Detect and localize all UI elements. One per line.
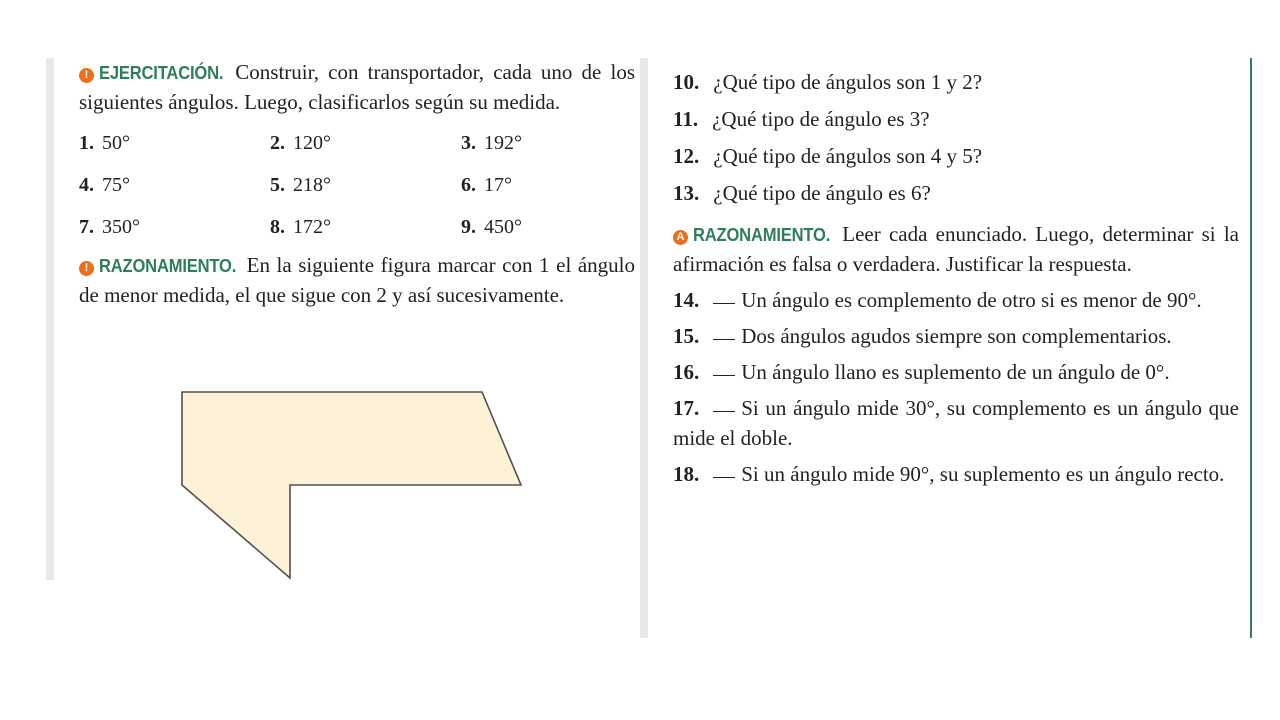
item-number: 7. (79, 216, 94, 238)
statement-text: Dos ángulos agudos siempre son complementarios. (741, 324, 1172, 348)
statement-item (673, 357, 1239, 387)
answer-blank[interactable] (713, 477, 735, 478)
question-text: ¿Qué tipo de ángulo es 6? (713, 181, 931, 205)
exercise-razonamiento-figure (79, 251, 635, 310)
item-number: 10. (673, 70, 700, 94)
answer-blank[interactable] (713, 375, 735, 376)
angle-item (461, 129, 635, 171)
item-number: 11. (673, 107, 699, 131)
statement-item (673, 285, 1239, 315)
angles-list (79, 129, 635, 255)
answer-blank[interactable] (713, 339, 735, 340)
exercise-instructions: En la siguiente figura marcar con 1 el ángulo de menor medida, el que sigue con 2 y así sucesivamente. (79, 253, 635, 307)
question-item (673, 142, 1239, 171)
right-column (673, 68, 1239, 495)
answer-blank[interactable] (713, 411, 735, 412)
left-column (79, 58, 635, 310)
statement-item (673, 393, 1239, 453)
question-item (673, 105, 1239, 134)
angle-item (461, 171, 635, 213)
statement-text: Si un ángulo mide 90°, su suplemento es un ángulo recto. (741, 462, 1225, 486)
angle-value: 218° (293, 174, 331, 196)
exercise-heading: RAZONAMIENTO. (693, 225, 831, 245)
item-number: 4. (79, 174, 94, 196)
question-text: ¿Qué tipo de ángulos son 4 y 5? (713, 144, 983, 168)
statement-item (673, 321, 1239, 351)
angle-value: 350° (102, 216, 140, 238)
item-number: 17. (673, 396, 700, 420)
question-item (673, 68, 1239, 97)
exercise-instructions: Construir, con transportador, cada uno de los siguientes ángulos. Luego, clasificarlos según su medida. (79, 60, 635, 114)
exercise-razonamiento-statements (673, 220, 1239, 279)
angle-item (79, 171, 270, 213)
angle-item (270, 213, 461, 255)
item-number: 16. (673, 360, 700, 384)
angle-value: 120° (293, 132, 331, 154)
item-number: 18. (673, 462, 700, 486)
angle-value: 50° (102, 132, 130, 154)
angle-value: 75° (102, 174, 130, 196)
exercise-instructions: Leer cada enunciado. Luego, determinar si la afirmación es falsa o verdadera. Justificar la respuesta. (673, 222, 1239, 276)
exercise-heading: RAZONAMIENTO. (99, 256, 237, 276)
angle-value: 17° (484, 174, 512, 196)
angle-item (79, 129, 270, 171)
statement-text: Un ángulo llano es suplemento de un ángulo de 0°. (741, 360, 1170, 384)
question-text: ¿Qué tipo de ángulos son 1 y 2? (713, 70, 983, 94)
polygon-shape (182, 392, 521, 578)
item-number: 13. (673, 181, 700, 205)
angle-value: 450° (484, 216, 522, 238)
item-number: 6. (461, 174, 476, 196)
angle-item (270, 171, 461, 213)
statement-item (673, 459, 1239, 489)
item-number: 12. (673, 144, 700, 168)
item-number: 3. (461, 132, 476, 154)
item-number: 1. (79, 132, 94, 154)
angle-value: 172° (293, 216, 331, 238)
statement-text: Un ángulo es complemento de otro si es menor de 90°. (741, 288, 1202, 312)
question-text: ¿Qué tipo de ángulo es 3? (712, 107, 930, 131)
item-number: 14. (673, 288, 700, 312)
question-item (673, 179, 1239, 208)
angle-value: 192° (484, 132, 522, 154)
statement-text: Si un ángulo mide 30°, su complemento es un ángulo que mide el doble. (673, 396, 1239, 450)
exercise-ejercitacion (79, 58, 635, 117)
item-number: 8. (270, 216, 285, 238)
answer-blank[interactable] (713, 303, 735, 304)
angle-item (461, 213, 635, 255)
right-border-line (1250, 58, 1252, 638)
item-number: 9. (461, 216, 476, 238)
angle-item (79, 213, 270, 255)
exclamation-badge-icon: ! (79, 261, 94, 276)
exclamation-badge-icon: ! (79, 68, 94, 83)
left-margin-bar (46, 58, 54, 580)
exercise-heading: EJERCITACIÓN. (99, 63, 224, 83)
a-badge-icon: A (673, 230, 688, 245)
polygon-svg (170, 380, 540, 590)
item-number: 15. (673, 324, 700, 348)
item-number: 5. (270, 174, 285, 196)
column-divider-bar (640, 58, 648, 638)
item-number: 2. (270, 132, 285, 154)
angle-item (270, 129, 461, 171)
angle-polygon-figure (170, 380, 540, 594)
